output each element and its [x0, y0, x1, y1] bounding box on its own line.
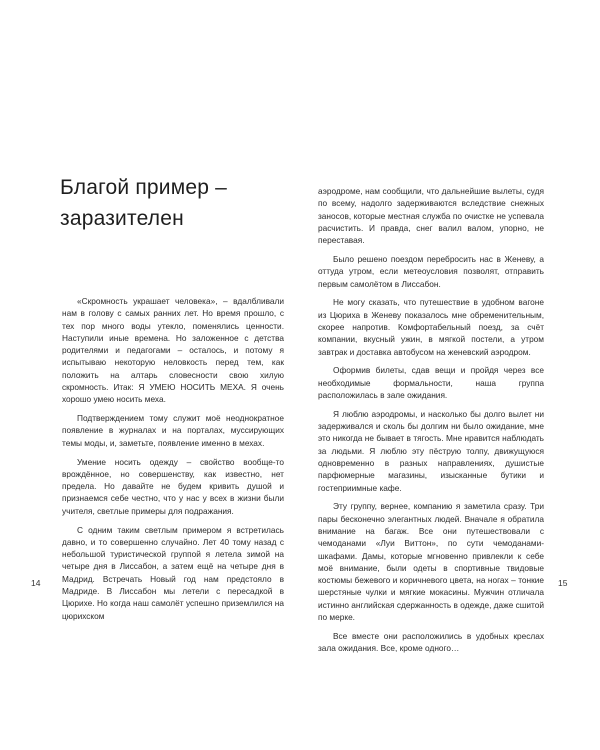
- page-number-right: 15: [558, 578, 568, 588]
- paragraph: Было решено поездом перебросить нас в Женеву, а оттуда утром, если метеоусловия позволят, отправить первым самолётом в Лиссабон.: [318, 253, 544, 289]
- paragraph: Не могу сказать, что путешествие в удобном вагоне из Цюриха в Женеву показалось мне обременительным, скорее напротив. Комфортабельный поезд, за счёт компании, вкусный ужин, в мягкой постели, а утром завтрак и доставка автобусом на женевский аэродром.: [318, 297, 544, 357]
- chapter-title-line-1: Благой пример –: [60, 176, 228, 199]
- paragraph: Все вместе они расположились в удобных креслах зала ожидания. Все, кроме одного…: [318, 630, 544, 654]
- chapter-title-line-2: заразителен: [60, 207, 184, 230]
- paragraph: Я люблю аэродромы, и насколько бы долго вылет ни задерживался и сколь бы долгим ни было ожидание, мне это никогда не бывает в тягость. Мне нравится наблюдать за людьми. Я люблю эту пёструю толпу, движущуюся одновременно в разных направлениях, душистые парфюмерные магазины, изысканные бутики и гостеприимные кафе.: [318, 408, 544, 493]
- left-page-body: [62, 295, 284, 628]
- right-page-body: [318, 185, 544, 661]
- paragraph: Умение носить одежду – свойство вообще-то врождённое, но совершенству, как известно, нет предела. Но давайте не будем кривить душой и признаемся себе честно, что у нас у всех в жизни были учителя, светлые примеры для подражания.: [62, 456, 284, 516]
- paragraph: Оформив билеты, сдав вещи и пройдя через все необходимые формальности, наша группа расположилась в зале ожидания.: [318, 365, 544, 400]
- paragraph: «Скромность украшает человека», – вдалбливали нам в голову с самых ранних лет. Но время прошло, с тех пор много воды утекло, поменялись ценности. Наступили иные времена. Но заложенное с детства родителями и педагогами – осталось, и потому я испытываю некоторую неловкость перед тем, как положить на алтарь словесности свою хилую скромность. Итак: Я УМЕЮ НОСИТЬ МЕХА. Я очень хорошо умею носить меха.: [62, 296, 284, 405]
- chapter-title: [60, 172, 280, 234]
- paragraph: Эту группу, вернее, компанию я заметила сразу. Три пары бесконечно элегантных людей. Вначале я обратила внимание на багаж. Все они путешествовали с чемоданами «Луи Виттон», по сути чемоданами-шкафами. Дамы, которые мгновенно привлекли к себе моё внимание, были одеты в спортивные твидовые костюмы бежевого и коричневого цвета, на ногах – тонкие шерстяные чулки и мягкие мокасины. Мужчин отличала истинно английская сдержанность в одежде, даже сшитой по мерке.: [318, 501, 545, 622]
- paragraph: аэродроме, нам сообщили, что дальнейшие вылеты, судя по всему, надолго задерживаются вследствие снежных заносов, которые местная служба по очистке не успевала расчистить. И правда, снег валил валом, упорно, не переставая.: [318, 186, 544, 246]
- page-number-left: 14: [31, 578, 41, 588]
- paragraph: Подтверждением тому служит моё неоднократное появление в журналах и на порталах, муссирующих темы моды, и, заметьте, появление именно в мехах.: [62, 413, 284, 448]
- right-page: [300, 0, 600, 750]
- paragraph: С одним таким светлым примером я встретилась давно, и то совершенно случайно. Лет 40 тому назад с небольшой туристической группой я летела зимой на четыре дня в Лиссабон, а затем ещё на четыре дня в Мадрид. Встречать Новый год нам предстояло в Мадриде. В Лиссабон мы летели с пересадкой в Цюрихе. Но когда наш самолёт успешно приземлился на цюрихском: [62, 524, 284, 621]
